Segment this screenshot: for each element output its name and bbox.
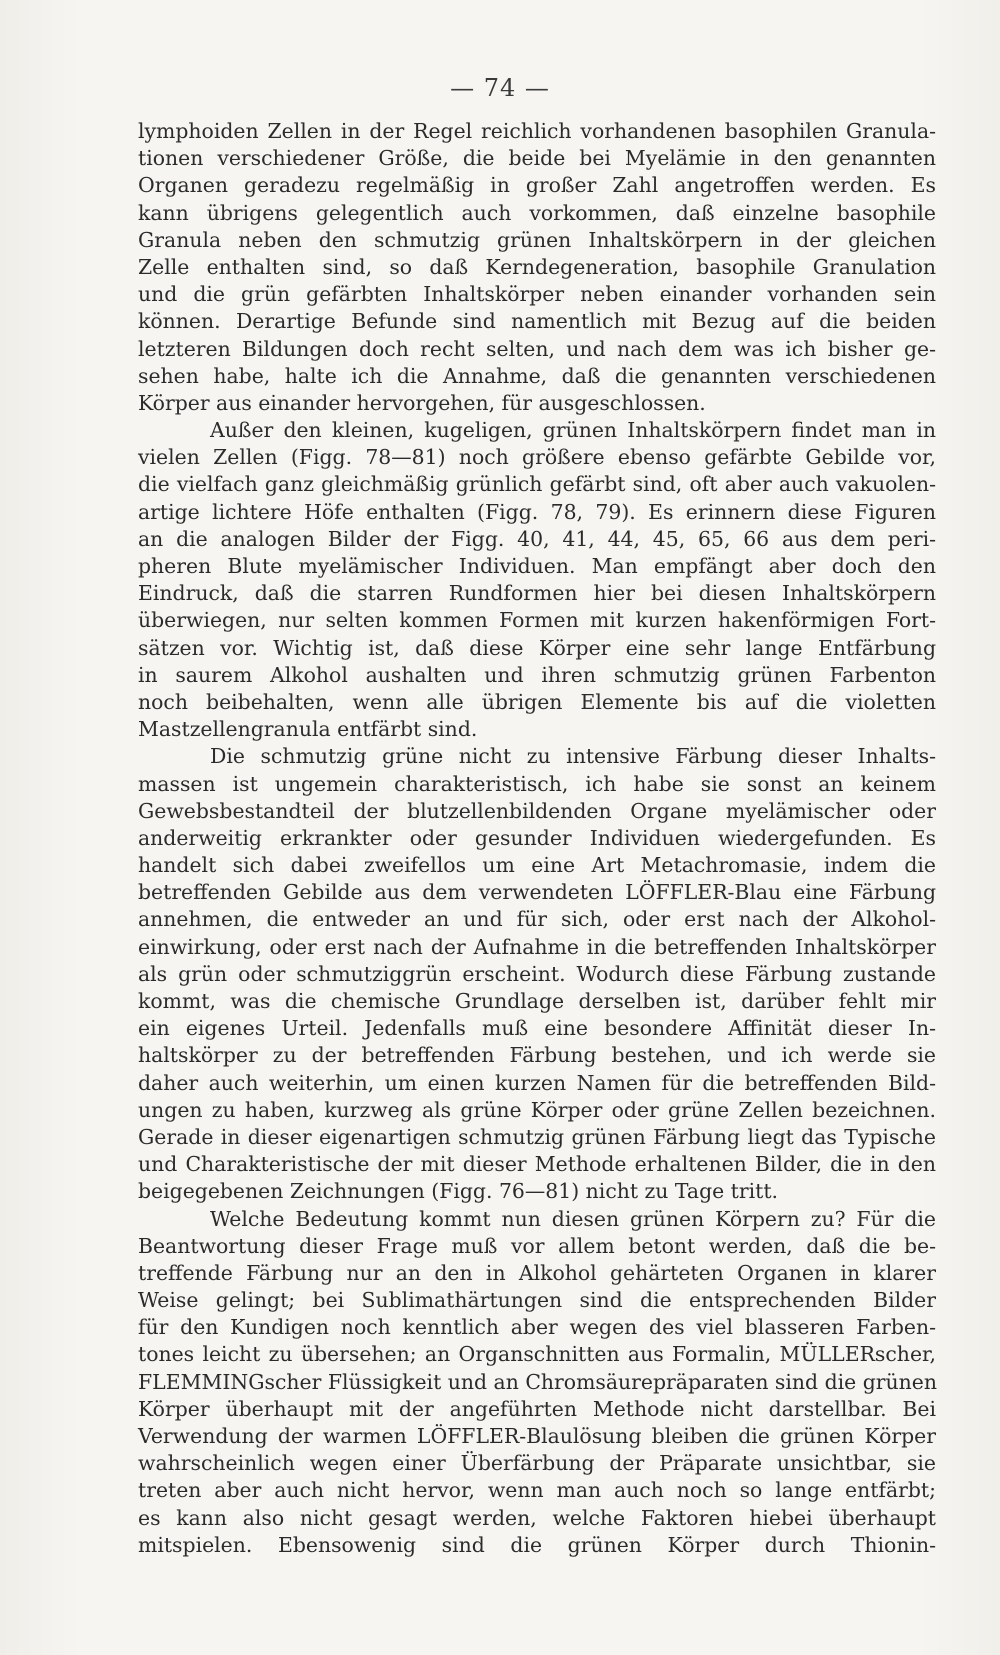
text-line: Granula neben den schmutzig grünen Inhaltskörpern in der gleichen [138,227,936,252]
body-text [138,118,936,1559]
text-line: Körper überhaupt mit der angeführten Methode nicht darstellbar. Bei [138,1396,936,1421]
text-line: Körper aus einander hervorgehen, für ausgeschlossen. [138,390,706,415]
text-line: können. Derartige Befunde sind namentlich mit Bezug auf die beiden [138,309,936,334]
text-line: als grün oder schmutziggrün erscheint. Wodurch diese Färbung zustande [138,961,936,986]
text-line: sehen habe, halte ich die Annahme, daß die genannten verschiedenen [138,363,936,388]
text-line: beigegebenen Zeichnungen (Figg. 76—81) nicht zu Tage tritt. [138,1179,779,1204]
text-line: an die analogen Bilder der Figg. 40, 41, 44, 45, 65, 66 aus dem peri- [138,526,936,551]
text-line: lymphoiden Zellen in der Regel reichlich vorhandenen basophilen Granula- [138,119,936,143]
text-line: anderweitig erkrankter oder gesunder Individuen wiedergefunden. Es [138,825,936,850]
text-line: die vielfach ganz gleichmäßig grünlich gefärbt sind, oft aber auch vakuolen- [138,472,936,497]
text-line: Gerade in dieser eigenartigen schmutzig grünen Färbung liegt das Typische [138,1124,936,1149]
text-line: einwirkung, oder erst nach der Aufnahme in die betreffenden Inhaltskörper [138,934,936,959]
text-line: kommt, was die chemische Grundlage derselben ist, darüber fehlt mir [138,989,936,1013]
text-line: Beantwortung dieser Frage muß vor allem betont werden, daß die be- [138,1233,936,1258]
text-line: annehmen, die entweder an und für sich, oder erst nach der Alkohol- [138,907,936,932]
text-line: tionen verschiedener Größe, die beide bei Myelämie in den genannten [138,146,936,171]
text-line: und die grün gefärbten Inhaltskörper neben einander vorhanden sein [138,282,936,307]
text-line: Zelle enthalten sind, so daß Kerndegeneration, basophile Granulation [138,254,936,279]
text-line: für den Kundigen noch kenntlich aber wegen des viel blasseren Farben- [138,1315,936,1340]
text-line: überwiegen, nur selten kommen Formen mit kurzen hakenförmigen Fort- [138,608,936,633]
text-line: wahrscheinlich wegen einer Überfärbung der Präparate unsichtbar, sie [138,1451,936,1476]
text-line: Welche Bedeutung kommt nun diesen grünen Körpern zu? Für die [210,1206,936,1231]
page-number: — 74 — [450,74,550,102]
text-line: ungen zu haben, kurzweg als grüne Körper oder grüne Zellen bezeichnen. [138,1097,936,1122]
text-line: Außer den kleinen, kugeligen, grünen Inhaltskörpern findet man in [210,418,936,443]
text-line: FLEMMINGscher Flüssigkeit und an Chromsäurepräparaten sind die grünen [138,1369,937,1394]
text-line: treffende Färbung nur an den in Alkohol gehärteten Organen in klarer [138,1260,936,1285]
text-line: noch beibehalten, wenn alle übrigen Elemente bis auf die violetten [138,689,936,714]
text-line: kann übrigens gelegentlich auch vorkommen, daß einzelne basophile [138,200,936,225]
text-line: artige lichtere Höfe enthalten (Figg. 78, 79). Es erinnern diese Figuren [138,499,936,524]
text-line: vielen Zellen (Figg. 78—81) noch größere ebenso gefärbte Gebilde vor, [138,445,936,470]
text-line: Verwendung der warmen LÖFFLER-Blaulösung bleiben die grünen Körper [138,1424,936,1448]
text-line: in saurem Alkohol aushalten und ihren schmutzig grünen Farbenton [138,662,936,687]
text-line: es kann also nicht gesagt werden, welche Faktoren hiebei überhaupt [138,1505,936,1530]
text-line: mitspielen. Ebensowenig sind die grünen Körper durch Thionin- [138,1532,936,1557]
text-line: massen ist ungemein charakteristisch, ich habe sie sonst an keinem [138,771,936,796]
text-line: Eindruck, daß die starren Rundformen hier bei diesen Inhaltskörpern [138,581,936,606]
text-line: Weise gelingt; bei Sublimathärtungen sind die entsprechenden Bilder [138,1288,936,1313]
text-line: Die schmutzig grüne nicht zu intensive Färbung dieser Inhalts- [210,744,936,769]
text-line: Mastzellengranula entfärbt sind. [138,717,478,742]
text-line: pheren Blute myelämischer Individuen. Man empfängt aber doch den [138,554,936,578]
text-line: betreffenden Gebilde aus dem verwendeten LÖFFLER-Blau eine Färbung [138,880,936,905]
text-line: Gewebsbestandteil der blutzellenbildenden Organe myelämischer oder [138,798,936,823]
text-line: ein eigenes Urteil. Jedenfalls muß eine besondere Affinität dieser In- [138,1016,936,1041]
text-line: Organen geradezu regelmäßig in großer Zahl angetroffen werden. Es [138,173,936,198]
text-line: tones leicht zu übersehen; an Organschnitten aus Formalin, MÜLLERscher, [138,1342,936,1367]
text-line: handelt sich dabei zweifellos um eine Art Metachromasie, indem die [138,853,936,878]
text-line: daher auch weiterhin, um einen kurzen Namen für die betreffenden Bild- [138,1070,936,1095]
text-line: letzteren Bildungen doch recht selten, und nach dem was ich bisher ge- [138,336,936,361]
text-line: haltskörper zu der betreffenden Färbung bestehen, und ich werde sie [138,1043,936,1068]
text-line: treten aber auch nicht hervor, wenn man auch noch so lange entfärbt; [138,1478,936,1503]
text-line: sätzen vor. Wichtig ist, daß diese Körper eine sehr lange Entfärbung [138,635,936,660]
text-line: und Charakteristische der mit dieser Methode erhaltenen Bilder, die in den [138,1152,936,1177]
